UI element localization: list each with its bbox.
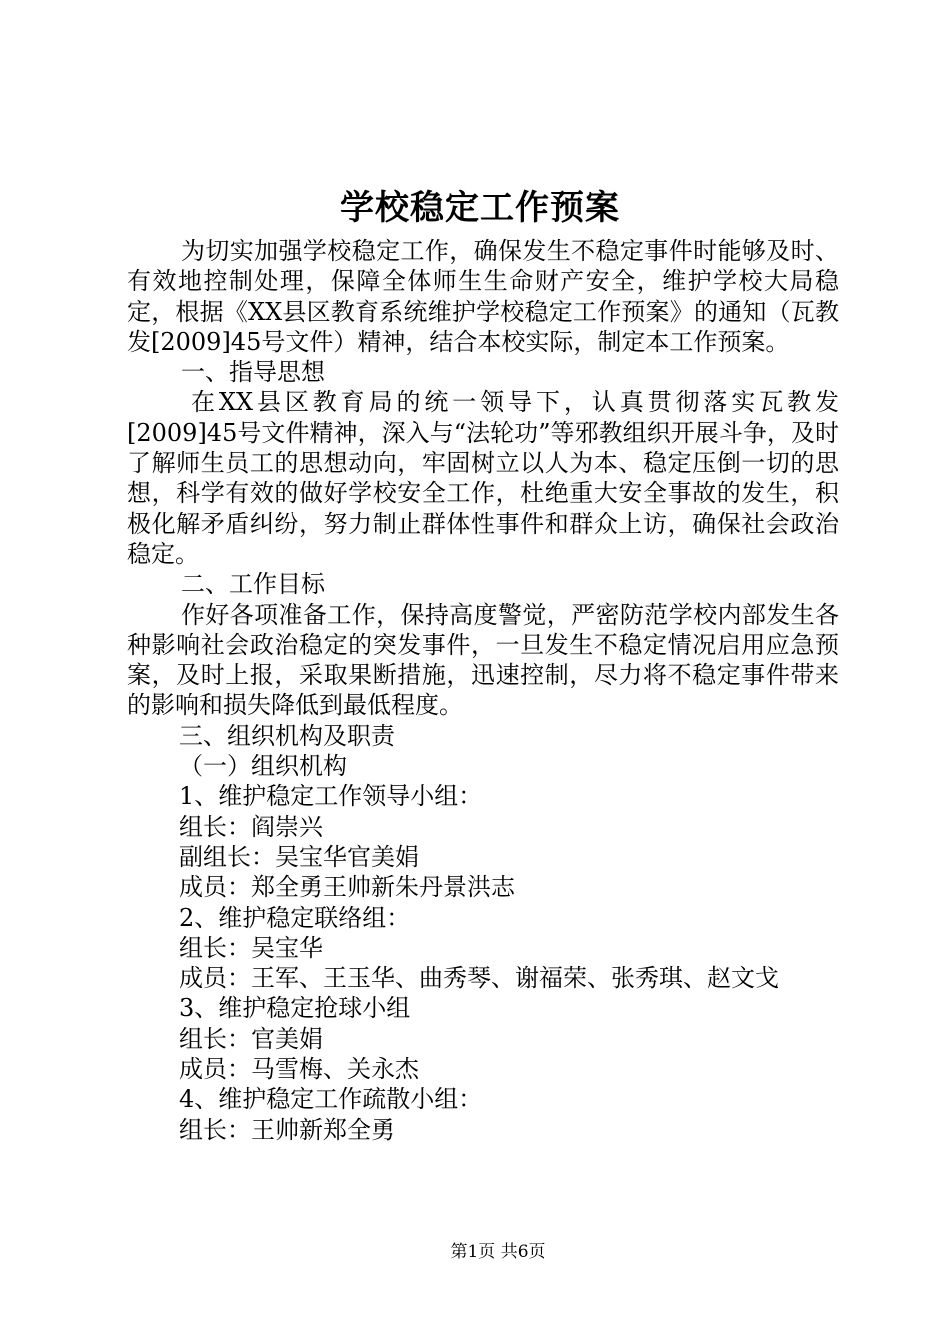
list-item: 组长：王帅新郑全勇 bbox=[179, 1115, 395, 1144]
work-goals-paragraph: 作好各项准备工作，保持高度警觉，严密防范学校内部发生各种影响社会政治稳定的突发事件，一旦发生不稳定情况启用应急预案，及时上报，采取果断措施，迅速控制，尽力将不稳定事件带来的影响和损失降低到最低程度。 bbox=[127, 600, 839, 720]
subsection-heading-organization: （一）组织机构 bbox=[179, 752, 347, 781]
list-item: 组长：官美娟 bbox=[179, 1024, 323, 1053]
section-heading-work-goals: 二、工作目标 bbox=[181, 570, 325, 599]
page-footer: 第1页 共6页 bbox=[450, 1242, 546, 1262]
list-item: 成员：马雪梅、关永杰 bbox=[179, 1055, 419, 1084]
guiding-ideology-paragraph: 在XX县区教育局的统一领导下，认真贯彻落实瓦教发[2009]45号文件精神，深入与“法轮功”等邪教组织开展斗争，及时了解师生员工的思想动向，牢固树立以人为本、稳定压倒一切的思想，科学有效的做好学校安全工作，杜绝重大安全事故的发生，积极化解矛盾纠纷，努力制止群体性事件和群众上访，确保社会政治稳定。 bbox=[127, 388, 839, 568]
list-item: 1、维护稳定工作领导小组： bbox=[179, 782, 483, 811]
document-body bbox=[127, 236, 839, 1145]
list-item: 2、维护稳定联络组： bbox=[179, 903, 411, 932]
intro-paragraph: 为切实加强学校稳定工作，确保发生不稳定事件时能够及时、有效地控制处理，保障全体师生生命财产安全，维护学校大局稳定，根据《XX县区教育系统维护学校稳定工作预案》的通知（瓦教发[2009]45号文件）精神，结合本校实际，制定本工作预案。 bbox=[127, 237, 839, 356]
list-item: 副组长：吴宝华官美娟 bbox=[179, 842, 419, 871]
section-heading-guiding-ideology: 一、指导思想 bbox=[181, 358, 325, 387]
list-item: 成员：王军、王玉华、曲秀琴、谢福荣、张秀琪、赵文戈 bbox=[179, 964, 779, 993]
document-title: 学校稳定工作预案 bbox=[340, 188, 620, 228]
list-item: 组长：吴宝华 bbox=[179, 933, 323, 962]
list-item: 组长：阎崇兴 bbox=[179, 812, 323, 841]
list-item: 4、维护稳定工作疏散小组： bbox=[179, 1085, 483, 1114]
list-item: 成员：郑全勇王帅新朱丹景洪志 bbox=[179, 873, 515, 902]
section-heading-organization: 三、组织机构及职责 bbox=[179, 721, 395, 750]
list-item: 3、维护稳定抢球小组 bbox=[179, 994, 411, 1023]
